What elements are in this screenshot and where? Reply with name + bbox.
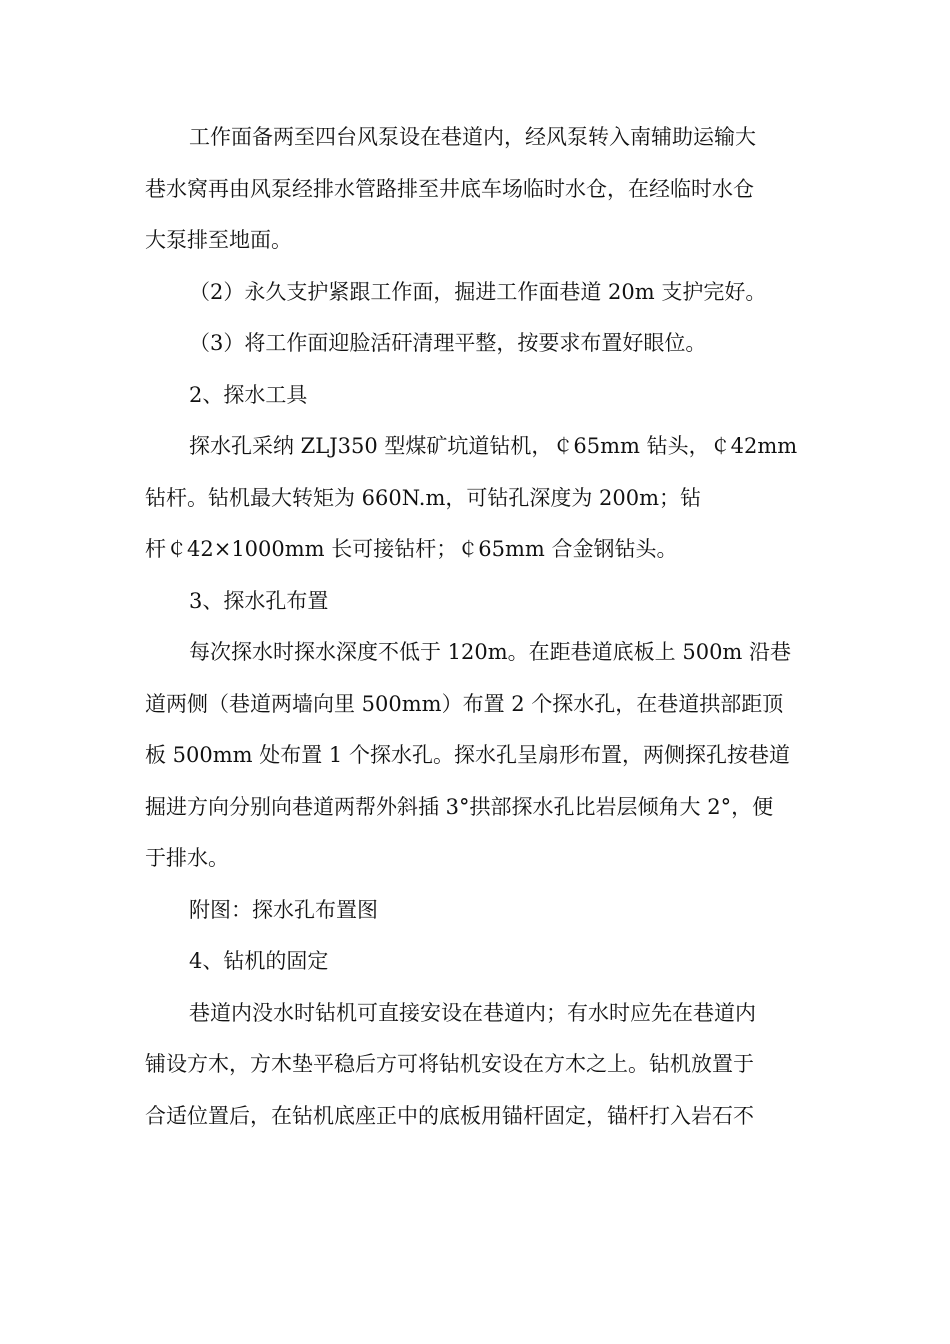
text-line: 工作面备两至四台风泵设在巷道内，经风泵转入南辅助运输大 xyxy=(189,125,756,149)
paragraph-figure-note xyxy=(145,885,805,937)
section-heading-layout xyxy=(145,576,805,628)
document-body xyxy=(145,112,805,1142)
paragraph-support xyxy=(145,267,805,319)
text-line: 探水孔采纳 ZLJ350 型煤矿坑道钻机，￠65mm 钻头，￠42mm xyxy=(189,434,798,458)
section-heading-fixing xyxy=(145,936,805,988)
text-line: 巷道内没水时钻机可直接安设在巷道内；有水时应先在巷道内 xyxy=(189,1000,756,1025)
paragraph-layout xyxy=(145,627,805,885)
text-line: 道两侧（巷道两墙向里 500mm）布置 2 个探水孔，在巷道拱部距顶 xyxy=(145,691,784,716)
text-line: （2）永久支护紧跟工作面，掘进工作面巷道 20m 支护完好。 xyxy=(189,279,767,304)
text-line: 每次探水时探水深度不低于 120m。在距巷道底板上 500m 沿巷 xyxy=(189,640,792,664)
text-line: 大泵排至地面。 xyxy=(145,228,292,252)
text-line: 3、探水孔布置 xyxy=(189,588,329,613)
text-line: 2、探水工具 xyxy=(189,382,308,407)
text-line: 4、钻机的固定 xyxy=(189,949,329,973)
text-line: 铺设方木，方木垫平稳后方可将钻机安设在方木之上。钻机放置于 xyxy=(145,1052,754,1076)
section-heading-tools xyxy=(145,370,805,422)
text-line: 钻杆。钻机最大转矩为 660N.m，可钻孔深度为 200m；钻 xyxy=(145,485,702,510)
text-line: 合适位置后，在钻机底座正中的底板用锚杆固定，锚杆打入岩石不 xyxy=(145,1103,754,1128)
text-line: 板 500mm 处布置 1 个探水孔。探水孔呈扇形布置，两侧探孔按巷道 xyxy=(145,743,790,767)
paragraph-drainage xyxy=(145,112,805,267)
text-line: 掘进方向分别向巷道两帮外斜插 3°拱部探水孔比岩层倾角大 2°，便 xyxy=(145,794,774,819)
text-line: 巷水窝再由风泵经排水管路排至井底车场临时水仓，在经临时水仓 xyxy=(145,176,754,201)
text-line: 于排水。 xyxy=(145,846,229,870)
paragraph-fixing xyxy=(145,988,805,1143)
paragraph-tools xyxy=(145,421,805,576)
text-line: 附图：探水孔布置图 xyxy=(189,897,378,922)
text-line: （3）将工作面迎脸活矸清理平整，按要求布置好眼位。 xyxy=(189,331,707,355)
text-line: 杆￠42×1000mm 长可接钻杆；￠65mm 合金钢钻头。 xyxy=(145,537,678,561)
paragraph-cleanup xyxy=(145,318,805,370)
